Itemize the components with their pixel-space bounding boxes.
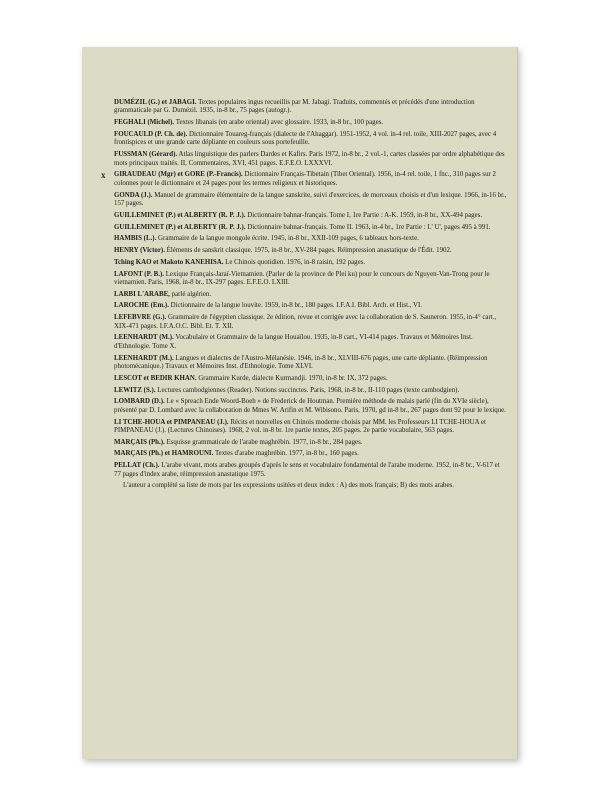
- entry-author: FEGHALI (Michel).: [114, 119, 175, 127]
- catalogue-entry: [114, 235, 507, 243]
- catalogue-entry: [114, 271, 507, 288]
- entry-description: Lectures cambodgiennes (Reader). Notions succinctes. Paris, 1968, in-8 br., II-110 pages (texte cambodgien).: [157, 386, 460, 394]
- catalogue-entry: [114, 291, 507, 299]
- entry-description: Grammaire de la langue mongole écrite. 1945, in-8 br., XXII-109 pages, 6 tableaux hors-texte.: [158, 235, 419, 243]
- entry-description: Vocabulaire et Grammaire de la langue Houaïlou. 1935, in-8 cart., VI-414 pages. Travaux et Mémoires Inst. d'Ethnologie. Tome X.: [114, 334, 473, 350]
- entry-description: Textes d'arabe maghrébin. 1977, in-8 br., 160 pages.: [214, 450, 359, 458]
- entry-author: LEENHARDT (M.).: [114, 354, 174, 362]
- entry-description: Récits et nouvelles en Chinois moderne choisis par MM. les Professeurs LI TCHE-HOUA et PIMPANEAU (J.). (Lectures Chinoises). 1968, 2 vol. in-8 br. 1re partie textes, 205 pages. 2e partie vocabulaire, 563 pages.: [114, 418, 486, 434]
- entry-author: PELLAT (Ch.).: [114, 462, 160, 470]
- entry-description: Textes populaires ingus recueillis par M. Jabagi. Traduits, commentés et précédés d'une introduction grammaticale par G. Dumézil. 1935, in-8 br., 75 pages (autogr.).: [114, 99, 475, 115]
- entry-author: Tching KAO et Makoto KANEHISA.: [114, 258, 224, 266]
- catalogue-entry: [114, 247, 507, 255]
- entry-author: MARÇAIS (Ph.) et HAMROUNI.: [114, 450, 214, 458]
- entry-description: Atlas linguistique des parlers Dardes et Kafirs. Paris 1972, in-8 br., 2 vol.-1, cartes classées par ordre alphabétique des mots principaux traités. II, Commentaires, XVI, 451 pages. E.F.E.O. LXXXVI.: [114, 151, 505, 167]
- catalogue-entry: [114, 334, 507, 351]
- catalogue-entry: [114, 131, 507, 148]
- entry-author: LESCOT et BEDIR KHAN.: [114, 374, 197, 382]
- entry-author: LAROCHE (Em.).: [114, 302, 169, 310]
- entry-author: GUILLEMINET (P.) et ALBERTY (R. P. J.).: [114, 223, 246, 231]
- catalogue-entry: [114, 462, 507, 479]
- entry-author: GIRAUDEAU (Mgr) et GORE (P.-Francis).: [114, 171, 243, 179]
- catalogue-entry: [114, 439, 507, 447]
- book-back-cover: [82, 47, 518, 759]
- entry-author: HAMBIS (L.).: [114, 235, 157, 243]
- entry-description: Dictionnaire bahnar-français. Tome II. 1963, in-4 br., 1re Partie : L' U', pages 495 à 991.: [247, 223, 491, 231]
- catalogue-entry: [114, 398, 507, 415]
- author-note: L'auteur a complété sa liste de mots par les expressions usitées et deux index : A) des mots français; B) des mots arabes.: [123, 482, 454, 490]
- entry-author: LI TCHE-HOUA et PIMPANEAU (J.).: [114, 418, 229, 426]
- catalogue-entry: [114, 450, 507, 458]
- entry-description: Manuel de grammaire élémentaire de la langue sanskrite, suivi d'exercices, de morceaux choisis et d'un lexique. 1966, in-16 br., 157 pages.: [114, 191, 507, 208]
- entry-author: LOMBARD (D.).: [114, 398, 165, 406]
- catalogue-entry: [114, 375, 507, 383]
- entry-description: Le Chinois quotidien. 1976, in-8 raisin, 192 pages.: [225, 258, 366, 266]
- entry-description: Langues et dialectes de l'Austro-Mélanésie. 1946, in-8 br., XLVIII-676 pages, une carte dépliante. (Réimpression photomécanique.) Travaux et Mémoires Inst. d'Ethnologie. Tome XLVI.: [114, 354, 488, 371]
- entry-description: parlé algérien.: [171, 290, 212, 298]
- entry-description: Dictionnaire Français-Tibetain (Tibet Oriental). 1956, in-4 rel. toile, 1 fnc., 310 pages sur 2 colonnes pour le dictionnaire et 24 pages pour les termes religieux et historiques.: [114, 171, 496, 187]
- entry-description: Dictionnaire Touareg-français (dialecte de l'Ahaggar). 1951-1952, 4 vol. in-4 rel. toile, XIII-2027 pages, avec 4 frontispices et une grande carte dépliante en couleurs sous portefeuille.: [114, 130, 497, 147]
- entry-author: MARÇAIS (Ph.).: [114, 438, 165, 446]
- entry-description: Dictionnaire de la langue louvite. 1959, in-8 br., 180 pages. I.F.A.I. Bibl. Arch. et Hist., VI.: [170, 302, 423, 310]
- catalogue-entry: [114, 387, 507, 395]
- catalogue-entry: [114, 212, 507, 220]
- entry-author: HENRY (Victor).: [114, 247, 165, 255]
- entry-description: Éléments de sanskrit classique. 1975, in-8 br., XV-284 pages. Réimpression anastatique de l'Édit. 1902.: [166, 247, 452, 255]
- handwritten-check-mark: x: [101, 170, 106, 181]
- entry-author: GUILLEMINET (P.) et ALBERTY (R. P. J.).: [114, 211, 246, 219]
- catalogue-entry: [114, 259, 507, 267]
- catalogue-entry: [114, 302, 507, 310]
- entry-description: Grammaire Kurde, dialecte Kurmandji. 1970, in-8 br. IX, 372 pages.: [198, 374, 388, 382]
- catalogue-list: [101, 99, 507, 491]
- entry-description: Textes libanais (en arabe oriental) avec glossaire. 1933, in-8 br., 100 pages.: [175, 119, 384, 127]
- catalogue-entry: [114, 419, 507, 436]
- catalogue-entry: [114, 99, 507, 116]
- entry-description: L'arabe vivant, mots arabes groupés d'après le sens et vocabulaire fondamental de l'arabe moderne. 1952, in-8 br., V-617 et 77 pages d'index arabe, réimpression anastatique 1975.: [114, 462, 500, 478]
- entry-description: Le « Spreach Ende Woord-Boeh » de Frederick de Houtman. Première méthode de malais parlé (fin du XVIe siècle), présenté par D. Lombard avec la collaboration de Mmes W. Arifin et M. Wibisono. Paris, 1970, gd in-8 br., 267 pages dont 92 pour le lexique.: [114, 398, 506, 414]
- catalogue-entry: [114, 151, 507, 168]
- entry-author: LARBI L'ARABE,: [114, 290, 170, 298]
- entry-author: FOUCAULD (P. Ch. de).: [114, 130, 188, 138]
- catalogue-entry: [114, 314, 507, 331]
- catalogue-entry: [114, 224, 507, 232]
- entry-author: LEFEBVRE (G.).: [114, 314, 167, 322]
- entry-author: DUMÉZIL (G.) et JABAGI.: [114, 99, 197, 106]
- entry-description: Esquisse grammaticale de l'arabe maghrébin. 1977, in-8 br., 284 pages.: [166, 438, 363, 446]
- catalogue-entry: [101, 170, 507, 188]
- entry-description: Grammaire de l'égyptien classique. 2e édition, revue et corrigée avec la collaboration de S. Sauneron. 1955, in-4° cart., XIX-471 pages. I.F.A.O.C. Bibl. Et. T. XII.: [114, 314, 497, 330]
- catalogue-entry: [114, 192, 507, 209]
- entry-author: FUSSMAN (Gérard).: [114, 151, 178, 159]
- entry-description: Lexique Français-Jaraï-Vietnamien. (Parler de la province de Plei ku) pour le concours de Nguyen-Van-Trong pour le vietnamien. Paris, 1968, in-8 br., IX-297 pages. E.F.E.O. LXIII.: [114, 270, 490, 286]
- entry-author: LEENHARDT (M.).: [114, 334, 174, 342]
- entry-author: LEWITZ (S.).: [114, 386, 156, 394]
- entry-author: GONDA (J.).: [114, 191, 153, 199]
- catalogue-entry: [114, 355, 507, 372]
- entry-author: LAFONT (P. B.).: [114, 270, 164, 278]
- catalogue-entry: [114, 119, 507, 127]
- entry-description: Dictionnaire bahnar-français. Tome I, 1re Partie : A-K. 1959, in-8 br., XX-494 pages.: [247, 211, 483, 219]
